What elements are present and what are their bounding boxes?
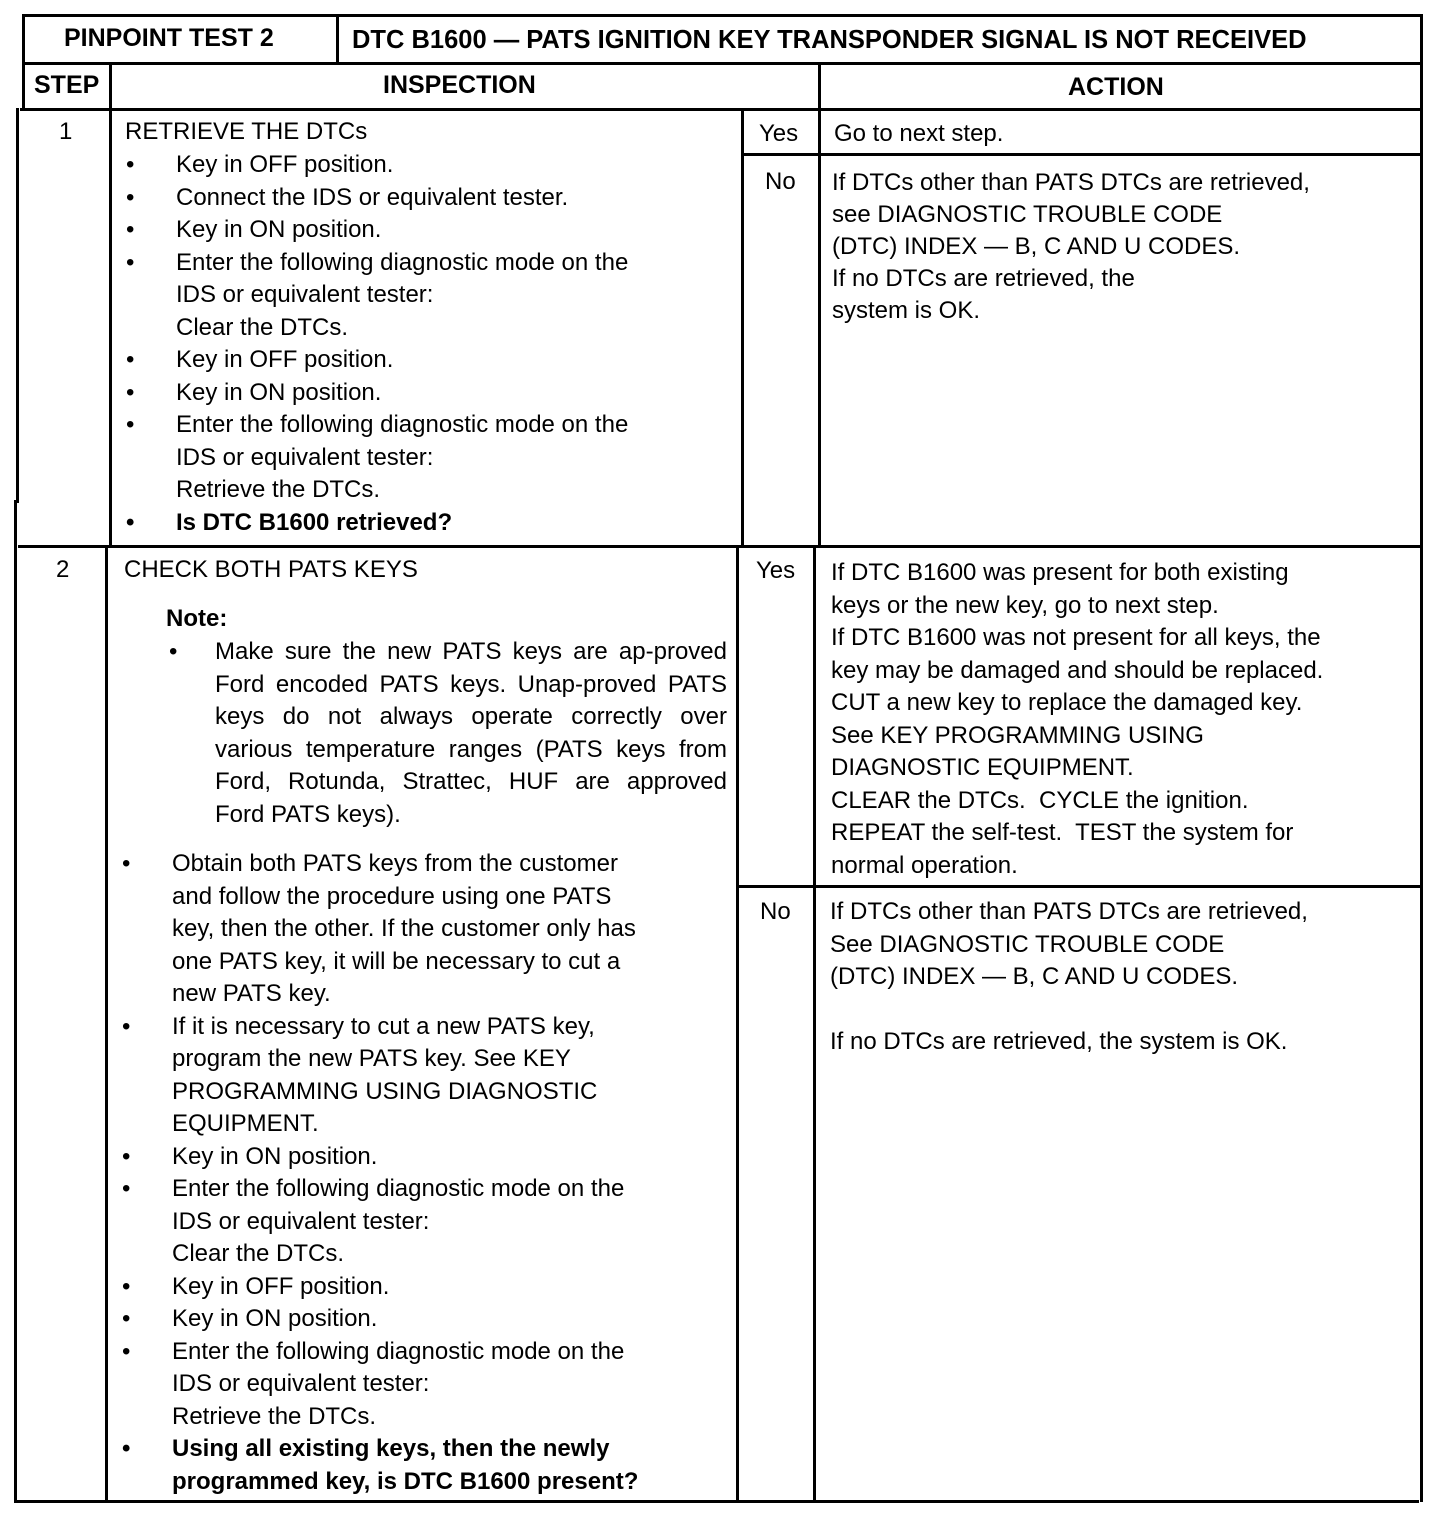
line-left-lower2 [14,500,17,1502]
line-s1-yes-bottom [741,153,1423,156]
step-1-title: RETRIEVE THE DTCs [125,118,368,145]
line-step-divider-2 [105,545,108,1502]
line-left [22,14,25,110]
step-1-question: • Is DTC B1600 retrieved? [124,507,628,540]
step-1-item: • Enter the following diagnostic mode on the IDS or equivalent tester: Retrieve the DTCs. [124,409,628,507]
column-header-inspection: INSPECTION [383,71,536,99]
step-1-item: • Key in ON position. [124,214,628,247]
column-header-step: STEP [34,71,100,99]
step-2-note-text: • Make sure the new PATS keys are ap-proved Ford encoded PATS keys. Unap-proved PATS keys do not always operate correctly over various temperature ranges (PATS keys from Ford, Rotunda, Strattec, HUF are approved Ford PATS keys). [167,636,727,831]
step-2-yes-action: If DTC B1600 was present for both existing keys or the new key, go to next step. If DTC B1600 was not present for all keys, the key may be damaged and should be replaced. CUT a new key to replace the damaged key. See KEY PROGRAMMING USING DIAGNOSTIC EQUIPMENT. CLEAR the DTCs. CYCLE the ignition. REPEAT the self-test. TEST the system for normal operation. [831,559,1324,879]
line-colhead-bottom [20,108,1423,111]
step-1-instructions [124,149,628,539]
step-2-title: CHECK BOTH PATS KEYS [124,556,418,583]
step-2-item: • Enter the following diagnostic mode on the IDS or equivalent tester: Retrieve the DTCs. [120,1336,638,1434]
line-right [1420,14,1423,1502]
step-2-note-label: Note: [166,605,228,632]
step-1-no-action: If DTCs other than PATS DTCs are retrieved, see DIAGNOSTIC TROUBLE CODE (DTC) INDEX — B, C AND U CODES. If no DTCs are retrieved, the system is OK. [832,169,1310,324]
step-2-item: • Key in ON position. [120,1303,638,1336]
line-bottom [14,1500,1419,1503]
step-1-yes-action: Go to next step. [834,120,1004,147]
step-1-item: • Enter the following diagnostic mode on the IDS or equivalent tester: Clear the DTCs. [124,247,628,345]
step-2-instructions [120,848,638,1498]
line-header-divider [336,14,339,64]
step-1-number: 1 [59,118,73,145]
step-2-item: • Key in OFF position. [120,1271,638,1304]
step-2-item: • Enter the following diagnostic mode on the IDS or equivalent tester: Clear the DTCs. [120,1173,638,1271]
line-yesno-divider-2 [736,545,739,1502]
step-1-item: • Key in OFF position. [124,344,628,377]
line-top [24,14,1422,17]
step-1-yes-label: Yes [759,120,799,147]
line-s1-bottom [18,545,1422,548]
step-2-item: • Key in ON position. [120,1141,638,1174]
step-2-note [167,636,727,831]
step-2-number: 2 [56,556,70,583]
line-step-divider-1 [109,62,112,547]
line-left-lower [16,108,19,503]
step-2-question: • Using all existing keys, then the newly programmed key, is DTC B1600 present? [120,1433,638,1498]
line-s2-yes-bottom [736,885,1421,888]
column-header-action: ACTION [1068,73,1164,101]
step-1-no-label: No [765,168,796,195]
line-action-divider-2 [813,545,816,1502]
line-action-divider-1 [818,62,821,547]
step-2-yes-label: Yes [756,557,796,584]
pinpoint-test-label: PINPOINT TEST 2 [64,24,274,52]
step-2-item: • If it is necessary to cut a new PATS key, program the new PATS key. See KEY PROGRAMMING USING DIAGNOSTIC EQUIPMENT. [120,1011,638,1141]
step-2-item: • Obtain both PATS keys from the customer and follow the procedure using one PATS key, then the other. If the customer only has one PATS key, it will be necessary to cut a new PATS key. [120,848,638,1011]
step-1-item: • Key in ON position. [124,377,628,410]
step-1-item: • Connect the IDS or equivalent tester. [124,182,628,215]
line-yesno-divider-1 [741,108,744,547]
step-2-no-action: If DTCs other than PATS DTCs are retrieved, See DIAGNOSTIC TROUBLE CODE (DTC) INDEX — B, C AND U CODES. If no DTCs are retrieved, the system is OK. [830,898,1308,1055]
line-header-bottom [22,62,1423,65]
step-2-no-label: No [760,898,791,925]
test-title: DTC B1600 — PATS IGNITION KEY TRANSPONDER SIGNAL IS NOT RECEIVED [352,26,1307,54]
step-1-item: • Key in OFF position. [124,149,628,182]
